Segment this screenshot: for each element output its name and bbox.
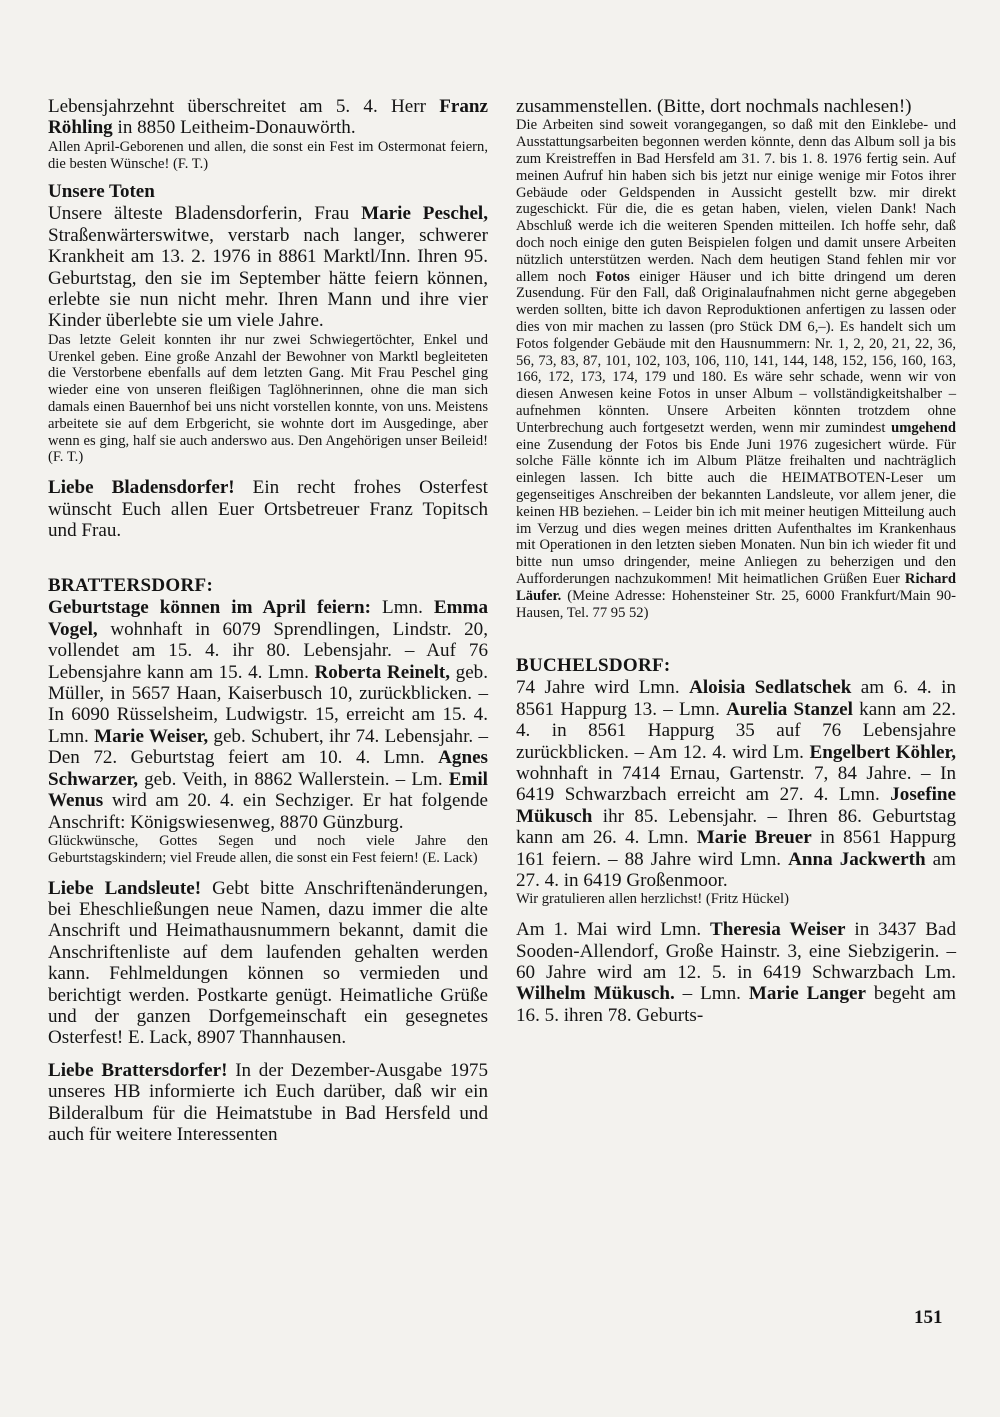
text: ihr 85. Lebensjahr. – Ihren 86. Geburtstag kann am 26. 4. Lmn. <box>516 805 956 849</box>
section-heading-brattersdorf: BRATTERSDORF: <box>48 575 214 597</box>
small-paragraph <box>516 117 956 621</box>
text: einiger Häuser und ich bitte dringend um deren Zusendung. Für den Fall, daß Originalaufnahmen nicht gerne abgegeben werden sollten, bitte ich davon Reproduktionen anfertigen zu lassen oder dies von mir machen zu lassen (pro Stück DM 6,–). Es handelt sich um Fotos folgender Gebäude mit den Hausnummern: Nr. 1, 2, 20, 21, 22, 36, 56, 73, 83, 87, 101, 102, 103, 106, 110, 141, 144, 148, 152, 156, 160, 163, 166, 172, 173, 174, 179 und 180. Es wäre sehr schade, wenn wir von diesen Anwesen keine Fotos in unser Album – vollständigkeitshalber – aufnehmen könnten. Unsere Arbeiten könnten trotzdem ohne Unterbrechung auch fortgesetzt werden, wenn mir zumindest <box>516 268 956 436</box>
paragraph <box>48 878 488 1049</box>
text: in 8850 Leitheim-Donauwörth. <box>112 117 356 139</box>
bold-greeting: Liebe Landsleute! <box>48 877 202 899</box>
right-column <box>516 96 956 1026</box>
paragraph <box>48 96 488 139</box>
text: wohnhaft in 6079 Sprendlingen, Lindstr. 20, vollendet am 15. 4. ihr 80. Lebensjahr. – Auf 76 Lebensjahre kann am 15. 4. Lmn. <box>48 618 488 683</box>
left-column <box>48 96 488 1145</box>
paragraph: zusammenstellen. (Bitte, dort nochmals nachlesen!) <box>516 96 912 117</box>
text: Lebensjahrzehnt überschreitet am 5. 4. Herr <box>48 96 440 117</box>
paragraph <box>516 677 956 891</box>
bold-word: umgehend <box>891 419 956 436</box>
bold-name: Theresia Weiser <box>710 919 846 941</box>
paragraph <box>48 597 488 832</box>
bold-name: Josefine Mükusch <box>516 784 956 827</box>
text: Gebt bitte Anschriftenänderungen, bei Eheschließungen neue Namen, dazu immer die alte Anschrift und Heimathausnummern bekannt, damit die Anschriftenliste auf dem laufenden gehalten werden kann. Fehlmeldungen können so vermieden und berichtigt werden. Postkarte genügt. Heimatliche Grüße und der ganzen Dorfgemeinschaft ein gesegnetes Osterfest! E. Lack, 8907 Thannhausen. <box>48 877 488 1049</box>
bold-greeting: Liebe Brattersdorfer! <box>48 1059 228 1081</box>
text: – Lmn. <box>674 983 749 1005</box>
bold-name: Marie Langer <box>748 983 866 1005</box>
text: am 6. 4. in 8561 Happurg 13. – Lmn. <box>516 677 956 720</box>
bold-name: Marie Breuer <box>696 827 812 849</box>
section-heading-buchelsdorf: BUCHELSDORF: <box>516 655 671 677</box>
bold-name: Franz Röhling <box>48 96 488 139</box>
text: In der Dezember-Ausgabe 1975 unseres HB informierte ich Euch darüber, daß wir ein Bilderalbum für die Heimatstube in Bad Hersfeld und auch für weitere Interessenten <box>48 1059 489 1145</box>
bold-name: Marie Weiser, <box>94 725 209 747</box>
text: (Meine Adresse: Hohensteiner Str. 25, 6000 Frankfurt/Main 90-Hausen, Tel. 77 95 52) <box>516 587 956 621</box>
text: Straßenwärterswitwe, verstarb nach langer, schwerer Krankheit am 13. 2. 1976 in 8861 Marktl/Inn. Ihren 95. Geburtstag, den sie im September hätte feiern können, erlebte sie nun nicht mehr. Ihren Mann und ihre vier Kinder überlebte sie um viele Jahre. <box>48 224 488 332</box>
bold-name: Anna Jackwerth <box>788 848 926 870</box>
bold-lead: Geburtstage können im April feiern: <box>48 597 372 619</box>
text: Ein recht frohes Osterfest wünscht Euch allen Euer Ortsbetreuer Franz Topitsch und Frau. <box>48 477 488 542</box>
text: Unsere älteste Bladensdorferin, Frau <box>48 203 362 225</box>
text: Am 1. Mai wird Lmn. <box>516 919 711 941</box>
bold-name: Marie Peschel, <box>361 203 488 225</box>
text: am 27. 4. in 6419 Großenmoor. <box>516 848 956 891</box>
small-paragraph: Das letzte Geleit konnten ihr nur zwei Schwiegertöchter, Enkel und Urenkel geben. Eine große Anzahl der Bewohner von Marktl begleiteten die Verstorbene ebenfalls auf dem letzten Gang. Mit Frau Peschel ging wieder eine von unseren fleißigen Taglöhnerinnen, ohne die man sich damals einen Bauernhof bei uns nicht vorstellen konnte, von uns. Meistens arbeitete sie auf dem Erbgericht, sie wohnte dort im Ausgedinge, aber wenn es ging, half sie auch anderswo aus. Den Angehörigen unser Beileid! (F. T.) <box>48 331 488 466</box>
bold-name: Roberta Reinelt, <box>314 661 451 683</box>
text: wird am 20. 4. ein Sechziger. Er hat folgende Anschrift: Königswiesenweg, 8870 Günzburg. <box>48 790 488 833</box>
text: in 3437 Bad Sooden-Allendorf, Große Hainstr. 3, eine Siebzigerin. – 60 Jahre wird am 12. 5. in 6419 Schwarzbach Lm. <box>516 919 957 983</box>
text: wohnhaft in 7414 Ernau, Gartenstr. 7, 84 Jahre. – In 6419 Schwarzbach erreicht am 27. 4. Lmn. <box>516 762 956 806</box>
text: begeht am 16. 5. ihren 78. Geburts- <box>516 983 956 1026</box>
paragraph <box>48 203 488 331</box>
text: Die Arbeiten sind soweit vorangegangen, so daß mit den Einklebe- und Ausstattungsarbeiten begonnen werden könnte, denn das Album soll ja bis zum Kreistreffen in Bad Hersfeld am 31. 7. bis 1. 8. 1976 fertig sein. Auf meinen Aufruf hin haben sich bis jetzt nur einige wenige mir Fotos ihrer Gebäude oder Geldspenden in Aussicht gestellt bzw. mir direkt zugeschickt. Für die, die es getan haben, vielen, vielen Dank! Nach Abschluß werde ich die weiteren Spenden mitteilen. Ich hoffe sehr, daß doch noch einige den guten Beispielen folgen und damit unsere Arbeiten nützlich unterstützen werden. Nach dem heutigen Stand fehlen mir vor allem noch <box>516 117 956 285</box>
text: geb. Veith, in 8862 Wallerstein. – Lm. <box>137 768 449 790</box>
text: geb. Müller, in 5657 Haan, Kaiserbusch 10, zurückblicken. – In 6090 Rüsselsheim, Ludwigstr. 15, erreicht am 15. 4. Lmn. <box>48 661 488 747</box>
text: in 8561 Happurg 161 feiern. – 88 Jahre wird Lmn. <box>516 827 956 870</box>
text: eine Zusendung der Fotos bis Ende Juni 1976 zugesichert würde. Für solche Fälle könnte ich im Album Plätze freihalten und nachträglich einlegen lassen. Ich bitte auch die HEIMATBOTEN-Leser um gegenseitiges Anschreiben der bekannten Landsleute, vor allem jener, die keinen HB beziehen. – Leider bin ich mit meiner heutigen Mitteilung auch im Verzug und dies wegen meines dritten Aufenthaltes im Krankenhaus mit Operationen in den letzten sieben Monaten. Nun bin ich wieder fit und bitte nun umso dringender, meine Anliegen zu beherzigen und den Aufforderungen nachzukommen! Mit heimatlichen Grüßen Euer <box>516 436 956 587</box>
small-paragraph: Allen April-Geborenen und allen, die sonst ein Fest im Ostermonat feiern, die besten Wünsche! (F. T.) <box>48 138 488 172</box>
bold-name: Aurelia Stanzel <box>726 698 853 720</box>
bold-name: Aloisia Sedlatschek <box>689 677 852 699</box>
paragraph <box>516 919 956 1026</box>
page-number: 151 <box>914 1307 943 1328</box>
bold-name: Emma Vogel, <box>48 597 488 640</box>
paragraph <box>48 1060 488 1146</box>
bold-name: Agnes Schwarzer, <box>48 747 488 790</box>
small-paragraph: Glückwünsche, Gottes Segen und noch viele Jahre den Geburtstagskindern; viel Freude allen, die sonst ein Fest feiern! (E. Lack) <box>48 832 488 866</box>
bold-word: Fotos <box>595 268 630 285</box>
heading-unsere-toten: Unsere Toten <box>48 181 155 203</box>
bold-name: Richard Läufer. <box>516 570 956 604</box>
text: geb. Schubert, ihr 74. Lebensjahr. – Den 72. Geburtstag feiert am 10. 4. Lmn. <box>48 725 488 769</box>
text: Lmn. <box>371 597 434 619</box>
paragraph <box>48 477 488 541</box>
text: 74 Jahre wird Lmn. <box>516 677 690 699</box>
bold-name: Emil Wenus <box>48 768 488 812</box>
small-paragraph: Wir gratulieren allen herzlichst! (Fritz Hückel) <box>516 891 789 908</box>
text: kann am 22. 4. in 8561 Happurg 35 auf 76 Lebensjahre zurückblicken. – Am 12. 4. wird Lm. <box>516 698 956 763</box>
bold-greeting: Liebe Bladensdorfer! <box>48 477 235 499</box>
bold-name: Wilhelm Mükusch. <box>516 983 675 1005</box>
bold-name: Engelbert Köhler, <box>809 741 956 763</box>
